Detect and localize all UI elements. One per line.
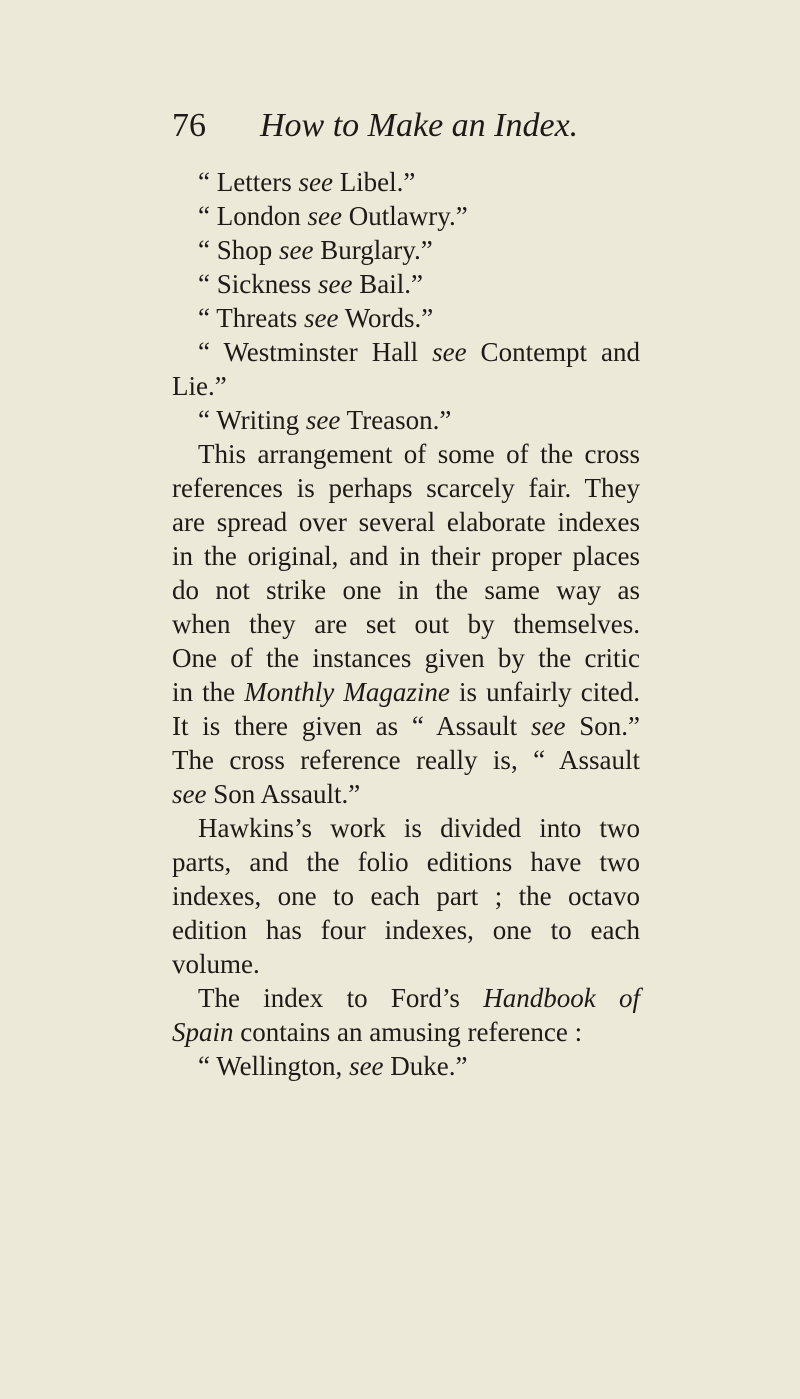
text-line: in the original, and in their proper places — [172, 541, 640, 571]
text-line: Hawkins’s work is divided into two — [198, 813, 640, 843]
text-line: It is there given as “ Assault see Son.” — [172, 711, 641, 741]
text-line: edition has four indexes, one to each — [172, 915, 640, 945]
text-line: One of the instances given by the critic — [172, 643, 640, 673]
running-title: How to Make an Index. — [260, 107, 579, 144]
text-line: The index to Ford’s Handbook of — [198, 983, 641, 1013]
text-line: “ London see Outlawry.” — [198, 201, 468, 231]
text-line: “ Threats see Words.” — [198, 303, 434, 333]
text-line: Lie.” — [172, 371, 227, 401]
text-line: in the Monthly Magazine is unfairly cited. — [172, 677, 640, 707]
text-line: are spread over several elaborate indexes — [172, 507, 640, 537]
text-line: “ Shop see Burglary.” — [198, 235, 433, 265]
text-line: references is perhaps scarcely fair. They — [172, 473, 640, 503]
text-line: This arrangement of some of the cross — [198, 439, 640, 469]
body-text — [172, 165, 640, 1083]
text-line: “ Wellington, see Duke.” — [198, 1051, 468, 1081]
text-line: indexes, one to each part ; the octavo — [172, 881, 640, 911]
text-line: Spain contains an amusing reference : — [172, 1017, 583, 1047]
text-line: “ Sickness see Bail.” — [198, 269, 423, 299]
page-header — [172, 104, 652, 148]
page-number: 76 — [172, 107, 206, 144]
text-line: “ Letters see Libel.” — [198, 167, 416, 197]
text-line: The cross reference really is, “ Assault — [172, 745, 640, 775]
text-line: parts, and the folio editions have two — [172, 847, 640, 877]
text-line: “ Westminster Hall see Contempt and — [198, 337, 640, 367]
text-line: volume. — [172, 949, 260, 979]
text-line: do not strike one in the same way as — [172, 575, 640, 605]
text-line: when they are set out by themselves. — [172, 609, 640, 639]
text-line: see Son Assault.” — [172, 779, 361, 809]
text-line: “ Writing see Treason.” — [198, 405, 452, 435]
